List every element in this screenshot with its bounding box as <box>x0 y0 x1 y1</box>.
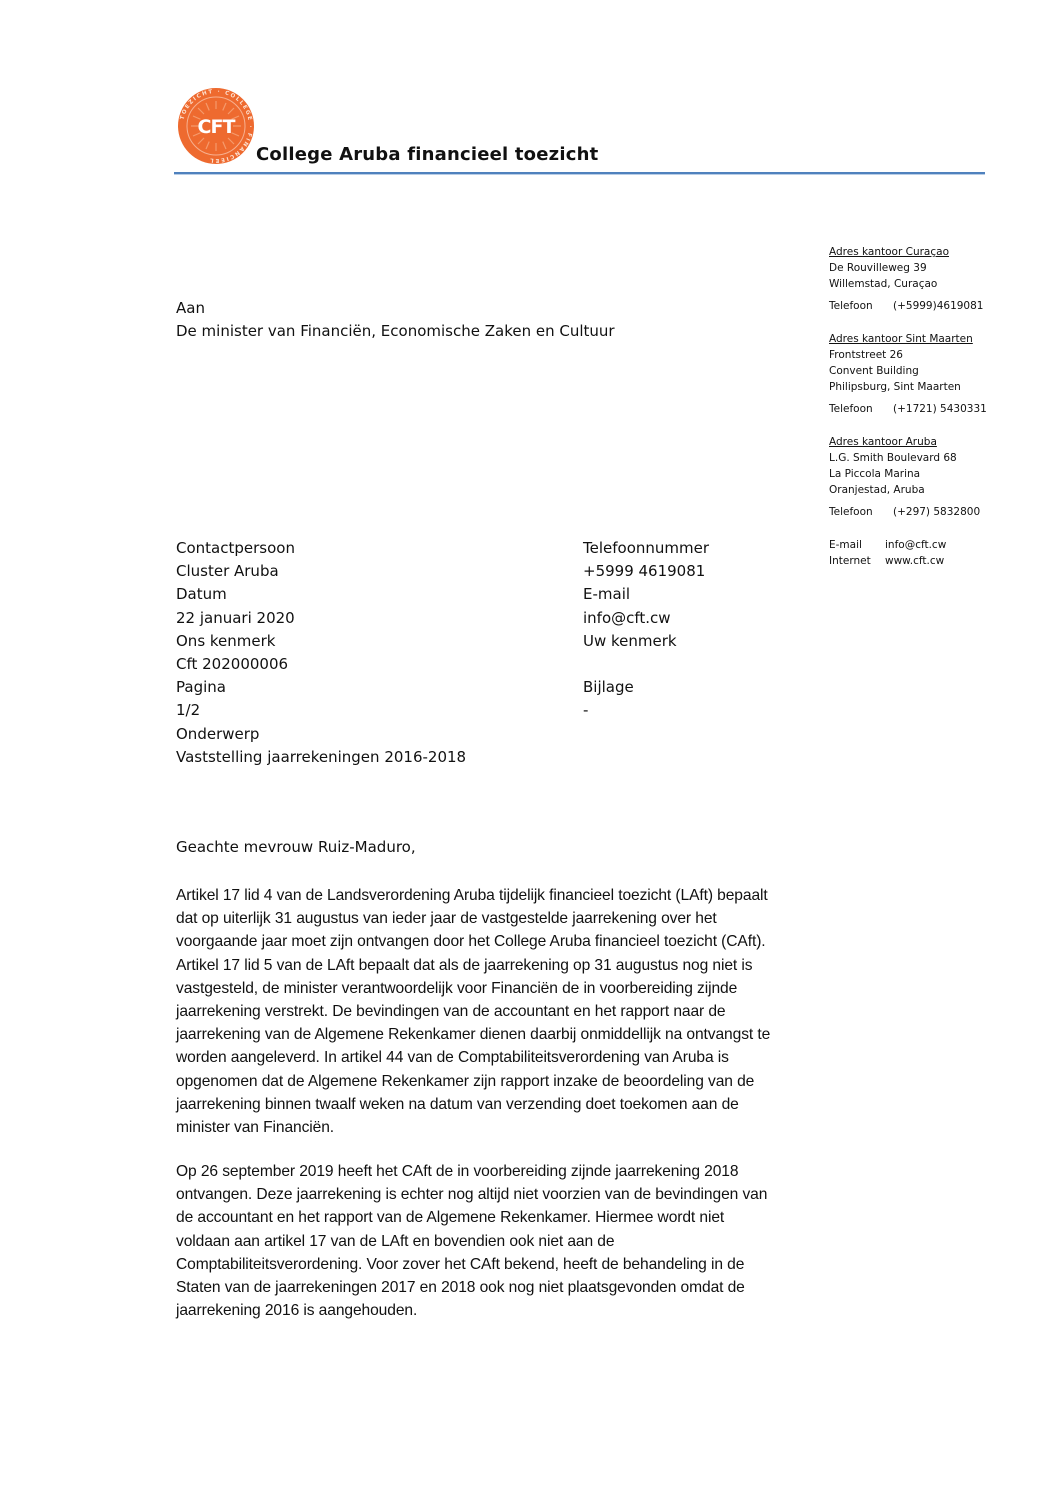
paragraph-line: Op 26 september 2019 heeft het CAft de in voorbereiding zijnde jaarrekening 2018 <box>176 1163 739 1180</box>
phone-label: Telefoon <box>829 300 873 312</box>
email-link[interactable]: info@cft.cw <box>885 539 947 551</box>
paragraph-line: Artikel 17 lid 4 van de Landsverordening Aruba tijdelijk financieel toezicht (LAft) bepaalt <box>176 887 768 904</box>
paragraph-line: Comptabiliteitsverordening. Voor zover het CAft bekend, heeft de behandeling in de <box>176 1255 745 1273</box>
meta-value-email: info@cft.cw <box>583 608 671 627</box>
address-line: Philipsburg, Sint Maarten <box>829 381 961 393</box>
paragraph-line: Staten van de jaarrekeningen 2017 en 2018 ook nog niet plaatsgevonden omdat de <box>176 1278 745 1296</box>
paragraph-line: minister van Financiën. <box>176 1118 335 1136</box>
meta-value-phone: +5999 4619081 <box>583 562 706 581</box>
email-label: E-mail <box>829 539 862 551</box>
paragraph-line: jaarrekening binnen twaalf weken na datum van verzending doet toekomen aan de <box>176 1095 739 1113</box>
meta-label-subject: Onderwerp <box>176 724 260 743</box>
meta-label-phone: Telefoonnummer <box>583 539 710 557</box>
website-link[interactable]: www.cft.cw <box>885 555 945 567</box>
addressee-recipient: De minister van Financiën, Economische Zaken en Cultuur <box>176 322 615 340</box>
office-title: Adres kantoor Sint Maarten <box>829 333 973 345</box>
address-line: De Rouvilleweg 39 <box>829 262 927 274</box>
meta-value-attachment: - <box>583 701 589 720</box>
paragraph-line: jaarrekening verstrekt. De bevindingen van de accountant en het rapport naar de <box>176 1002 726 1020</box>
organization-name: College Aruba financieel toezicht <box>256 144 599 165</box>
office-title: Adres kantoor Aruba <box>829 436 937 448</box>
meta-label-your-reference: Uw kenmerk <box>583 631 677 650</box>
phone-row <box>829 401 1029 417</box>
header-divider <box>174 172 985 174</box>
paragraph-line: dat op uiterlijk 31 augustus van ieder jaar de vastgestelde jaarrekening over het <box>176 910 717 928</box>
body-paragraph-1 <box>176 884 896 1139</box>
office-title: Adres kantoor Curaçao <box>829 246 949 258</box>
paragraph-line: de accountant en het rapport van de Algemene Rekenkamer. Hiermee wordt niet <box>176 1209 725 1227</box>
salutation: Geachte mevrouw Ruiz-Maduro, <box>176 838 416 856</box>
svg-text:CFT: CFT <box>197 116 235 138</box>
office-curacao <box>829 244 1029 314</box>
meta-value-date: 22 januari 2020 <box>176 608 295 627</box>
phone-row <box>829 504 1029 520</box>
office-addresses <box>829 244 1029 569</box>
paragraph-line: voldaan aan artikel 17 van de LAft en bovendien ook niet aan de <box>176 1232 615 1250</box>
address-line: La Piccola Marina <box>829 468 921 480</box>
paragraph-line: opgenomen dat de Algemene Rekenkamer zijn rapport inzake de beoordeling van de <box>176 1072 755 1090</box>
paragraph-line: ontvangen. Deze jaarrekening is echter nog altijd niet voorzien van de bevindingen van <box>176 1186 768 1204</box>
meta-label-page: Pagina <box>176 678 226 697</box>
meta-value-page: 1/2 <box>176 701 201 720</box>
paragraph-line: jaarrekening 2016 is aangehouden. <box>176 1302 418 1320</box>
letter-meta-left <box>176 537 466 769</box>
address-line: Willemstad, Curaçao <box>829 278 938 290</box>
paragraph-line: jaarrekening van de Algemene Rekenkamer dienen daarbij onmiddellijk na ontvangst te <box>176 1026 771 1044</box>
meta-label-date: Datum <box>176 585 227 604</box>
meta-value-contactperson: Cluster Aruba <box>176 562 279 581</box>
meta-value-subject: Vaststelling jaarrekeningen 2016-2018 <box>176 747 467 766</box>
paragraph-line: worden aangeleverd. In artikel 44 van de Comptabiliteitsverordening van Aruba is <box>176 1049 729 1067</box>
meta-label-attachment: Bijlage <box>583 678 634 697</box>
meta-label-our-reference: Ons kenmerk <box>176 631 276 650</box>
address-line: L.G. Smith Boulevard 68 <box>829 452 957 464</box>
meta-value-your-reference <box>583 653 709 676</box>
paragraph-line: vastgesteld, de minister verantwoordelijk voor Financiën de in voorbereiding zijnde <box>176 979 738 997</box>
office-sint-maarten <box>829 331 1029 417</box>
meta-label-email: E-mail <box>583 585 631 604</box>
phone-number: (+1721) 5430331 <box>893 403 987 415</box>
addressee-label: Aan <box>176 299 205 317</box>
phone-number: (+297) 5832800 <box>893 506 981 518</box>
paragraph-line: voorgaande jaar moet zijn ontvangen door het College Aruba financieel toezicht (CAft). <box>176 933 766 951</box>
addressee-block <box>176 297 615 343</box>
phone-label: Telefoon <box>829 403 873 415</box>
letter-meta-right <box>583 537 709 723</box>
meta-value-our-reference: Cft 202000006 <box>176 654 289 673</box>
cft-logo-icon <box>177 87 255 165</box>
internet-label: Internet <box>829 555 871 567</box>
address-line: Oranjestad, Aruba <box>829 484 925 496</box>
paragraph-line: Artikel 17 lid 5 van de LAft bepaalt dat als de jaarrekening op 31 augustus nog niet is <box>176 956 753 974</box>
phone-label: Telefoon <box>829 506 873 518</box>
address-line: Convent Building <box>829 365 919 377</box>
office-aruba <box>829 434 1029 520</box>
body-paragraph-2 <box>176 1160 896 1322</box>
address-line: Frontstreet 26 <box>829 349 903 361</box>
phone-row <box>829 298 1029 314</box>
internet-row <box>829 553 1029 569</box>
phone-number: (+5999)4619081 <box>893 300 984 312</box>
email-row <box>829 537 1029 553</box>
svg-text:TOEZICHT · COLLEGE · FINANCIEE: TOEZICHT · COLLEGE · FINANCIEEL <box>179 88 254 164</box>
meta-label-contactperson: Contactpersoon <box>176 539 295 557</box>
